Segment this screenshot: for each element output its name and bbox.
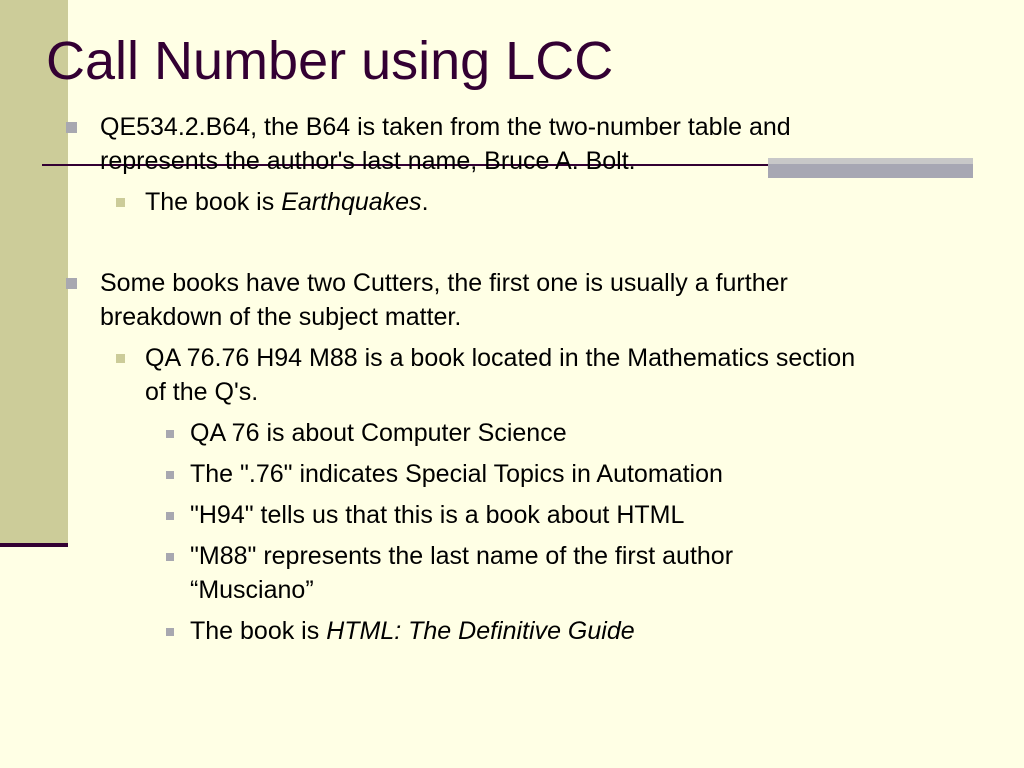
bullet-text-suffix: . (421, 188, 429, 216)
book-title-html-guide: HTML: The Definitive Guide (326, 617, 635, 645)
bullet-text-prefix: The book is (145, 188, 282, 216)
square-bullet-icon (166, 471, 174, 479)
sub-sub-bullet-item (190, 614, 890, 648)
square-bullet-icon (116, 198, 125, 207)
sub-sub-bullet-item (190, 539, 830, 607)
sub-bullet-item (145, 185, 905, 219)
square-bullet-icon (166, 553, 174, 561)
square-bullet-icon (66, 278, 77, 289)
bullet-item (100, 110, 900, 178)
bullet-text: Some books have two Cutters, the first one is usually a further breakdown of the subject matter. (100, 269, 788, 331)
square-bullet-icon (116, 354, 125, 363)
square-bullet-icon (166, 628, 174, 636)
sub-sub-bullet-item (190, 416, 890, 450)
square-bullet-icon (166, 512, 174, 520)
sub-sub-bullet-item (190, 457, 890, 491)
bullet-text: QE534.2.B64, the B64 is taken from the two-number table and represents the author's last name, Bruce A. Bolt. (100, 113, 791, 175)
bullet-text: "H94" tells us that this is a book about HTML (190, 501, 685, 529)
slide-title: Call Number using LCC (46, 31, 614, 91)
square-bullet-icon (166, 430, 174, 438)
bullet-item (100, 266, 900, 334)
bullet-text: QA 76.76 H94 M88 is a book located in the Mathematics section of the Q's. (145, 344, 856, 406)
square-bullet-icon (66, 122, 77, 133)
bullet-text: QA 76 is about Computer Science (190, 419, 567, 447)
sub-bullet-item (145, 341, 875, 409)
bullet-text-prefix: The book is (190, 617, 327, 645)
sub-sub-bullet-item (190, 498, 890, 532)
bullet-text: The ".76" indicates Special Topics in Automation (190, 460, 723, 488)
bullet-text: "M88" represents the last name of the first author “Musciano” (190, 542, 734, 604)
book-title-earthquakes: Earthquakes (281, 188, 422, 216)
